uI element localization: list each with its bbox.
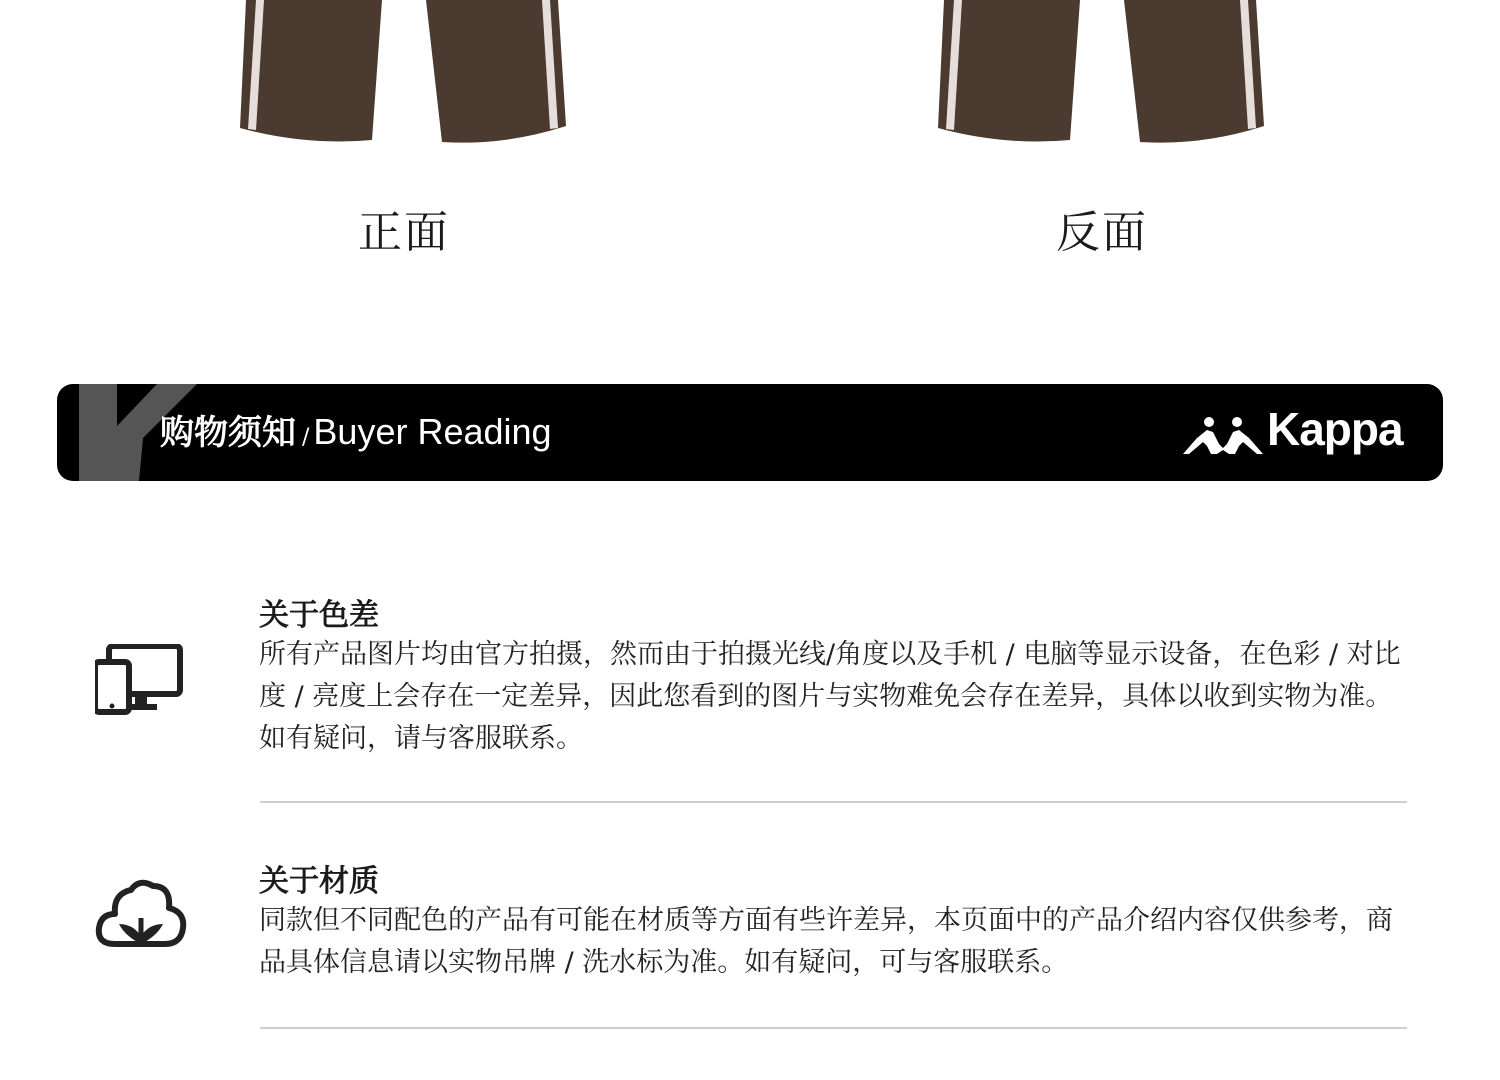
- notice-title-material: 关于材质: [259, 864, 379, 899]
- kappa-wordmark: Kappa: [1267, 403, 1403, 455]
- banner-title-cn: 购物须知: [160, 413, 296, 453]
- pants-back-image: [934, 0, 1270, 150]
- devices-icon: [95, 644, 185, 716]
- front-view-label: 正面: [358, 207, 450, 258]
- divider: [260, 801, 1407, 803]
- banner-title-separator: /: [302, 425, 310, 450]
- banner-title-en: Buyer Reading: [313, 411, 552, 452]
- kappa-logo: [1183, 403, 1403, 458]
- back-view-label: 反面: [1056, 207, 1148, 258]
- notice-text-color: 所有产品图片均由官方拍摄，然而由于拍摄光线/角度以及手机 / 电脑等显示设备，在色彩 / 对比度 / 亮度上会存在一定差异，因此您看到的图片与实物难免会存在差异，具体以收到实物为准。如有疑问，请与客服联系。: [259, 639, 1401, 754]
- buyer-reading-banner: [57, 384, 1443, 481]
- notice-title-color: 关于色差: [259, 598, 379, 633]
- divider: [260, 1027, 1407, 1029]
- banner-title: [160, 410, 552, 460]
- pants-front-image: [236, 0, 572, 150]
- notice-text-material: 同款但不同配色的产品有可能在材质等方面有些许差异，本页面中的产品介绍内容仅供参考，商品具体信息请以实物吊牌 / 洗水标为准。如有疑问，可与客服联系。: [259, 905, 1393, 978]
- omini-logo-icon: [1183, 416, 1263, 456]
- cotton-icon: [95, 878, 187, 950]
